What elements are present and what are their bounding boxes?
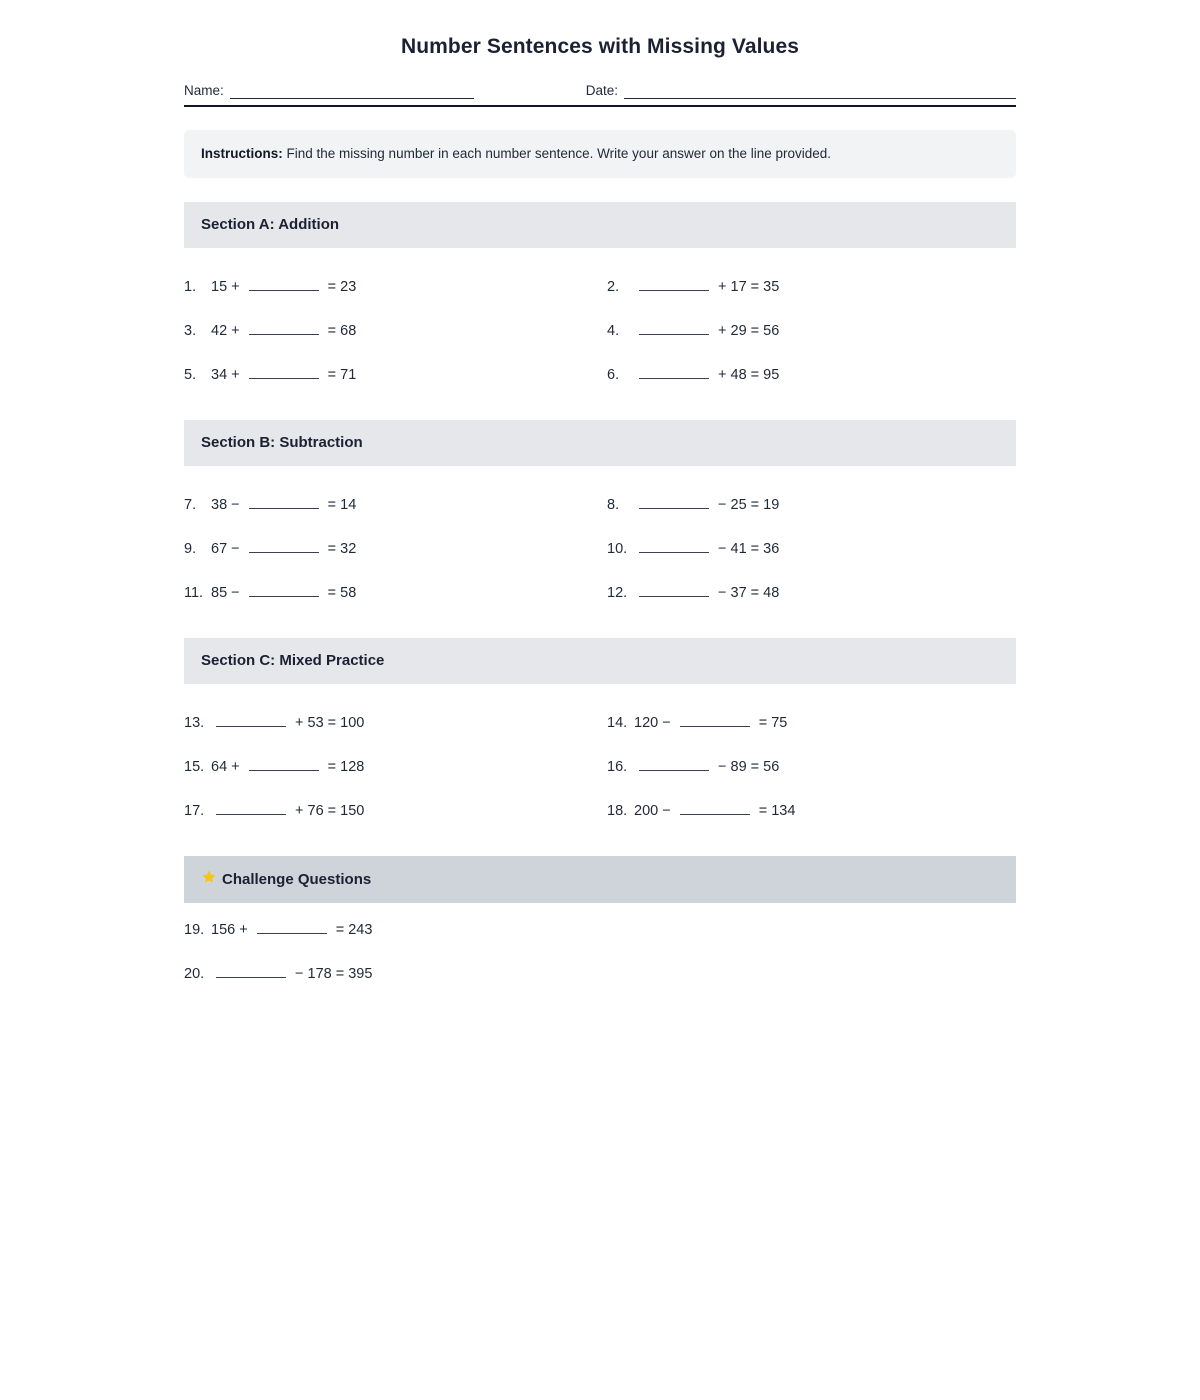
problem-item xyxy=(607,494,1030,515)
problem-expression xyxy=(634,800,795,821)
problem-number: 20. xyxy=(184,966,205,982)
answer-blank[interactable] xyxy=(639,494,709,509)
name-label: Name: xyxy=(184,83,224,98)
problem-expression xyxy=(211,538,356,559)
problem-expression xyxy=(211,756,364,777)
section-title: Section A: Addition xyxy=(201,216,340,233)
answer-blank[interactable] xyxy=(249,582,319,597)
problem-list-challenge xyxy=(184,919,1016,1007)
problem-item xyxy=(184,582,607,603)
expression-suffix: = 58 xyxy=(323,584,357,601)
problem-expression xyxy=(211,582,356,603)
problem-expression xyxy=(211,800,364,821)
section-title: Challenge Questions xyxy=(222,871,372,888)
problem-row xyxy=(184,526,1016,570)
problem-number: 7. xyxy=(184,496,197,513)
problem-number: 18. xyxy=(607,802,628,819)
problem-row xyxy=(184,700,1016,744)
expression-suffix: + 48 = 95 xyxy=(714,366,780,383)
expression-prefix: 85 − xyxy=(211,584,244,601)
page-title: Number Sentences with Missing Values xyxy=(400,35,800,58)
problem-expression xyxy=(211,276,356,297)
section-header-section-b xyxy=(184,420,1016,466)
expression-suffix: − 178 = 395 xyxy=(291,966,373,982)
section-header-challenge xyxy=(184,856,1016,903)
problem-number: 1. xyxy=(184,278,197,295)
problem-list-section-b xyxy=(184,482,1016,614)
problem-item xyxy=(184,538,607,559)
problem-number: 15. xyxy=(184,758,205,775)
problem-item xyxy=(184,494,607,515)
problem-expression xyxy=(211,364,356,385)
expression-prefix: 64 + xyxy=(211,758,244,775)
expression-suffix: = 32 xyxy=(323,540,357,557)
name-input-line[interactable] xyxy=(230,84,474,99)
problem-item xyxy=(184,756,607,777)
answer-blank[interactable] xyxy=(216,712,286,727)
problem-expression xyxy=(634,538,779,559)
expression-suffix: − 25 = 19 xyxy=(714,496,780,513)
problem-item xyxy=(607,320,1030,341)
problem-expression xyxy=(634,320,779,341)
problem-item xyxy=(607,582,1030,603)
expression-prefix: 42 + xyxy=(211,322,244,339)
expression-prefix: 156 + xyxy=(211,922,252,938)
expression-suffix: − 89 = 56 xyxy=(714,758,780,775)
answer-blank[interactable] xyxy=(216,800,286,815)
problem-number: 6. xyxy=(607,366,620,383)
section-title: Section C: Mixed Practice xyxy=(201,652,385,669)
expression-prefix: 120 − xyxy=(634,714,675,731)
expression-prefix: 67 − xyxy=(211,540,244,557)
problem-number: 2. xyxy=(607,278,620,295)
problem-item xyxy=(607,538,1030,559)
problem-number: 16. xyxy=(607,758,628,775)
answer-blank[interactable] xyxy=(249,756,319,771)
problem-expression xyxy=(211,712,364,733)
problem-number: 3. xyxy=(184,322,197,339)
header-divider xyxy=(184,105,1016,107)
expression-prefix: 15 + xyxy=(211,278,244,295)
star-icon xyxy=(201,869,217,885)
expression-suffix: = 68 xyxy=(323,322,357,339)
problem-number: 12. xyxy=(607,584,628,601)
problem-expression xyxy=(634,364,779,385)
problem-list-section-a xyxy=(184,264,1016,396)
expression-suffix: + 53 = 100 xyxy=(291,714,365,731)
answer-blank[interactable] xyxy=(249,494,319,509)
section-title: Section B: Subtraction xyxy=(201,434,363,451)
expression-suffix: = 134 xyxy=(754,802,796,819)
problem-item xyxy=(184,800,607,821)
problem-number: 9. xyxy=(184,540,197,557)
date-label: Date: xyxy=(585,83,619,98)
expression-prefix: 38 − xyxy=(211,496,244,513)
answer-blank[interactable] xyxy=(639,538,709,553)
problem-expression xyxy=(211,320,356,341)
problem-number: 10. xyxy=(607,540,628,557)
answer-blank[interactable] xyxy=(249,364,319,379)
instructions-text: Find the missing number in each number sentence. Write your answer on the line provided. xyxy=(282,146,832,161)
expression-suffix: + 76 = 150 xyxy=(291,802,365,819)
answer-blank[interactable] xyxy=(639,276,709,291)
problem-row xyxy=(184,308,1016,352)
problem-item xyxy=(184,364,607,385)
expression-prefix: 200 − xyxy=(634,802,675,819)
problem-number: 17. xyxy=(184,802,205,819)
answer-blank[interactable] xyxy=(680,712,750,727)
answer-blank[interactable] xyxy=(639,364,709,379)
answer-blank[interactable] xyxy=(249,320,319,335)
problem-row xyxy=(184,919,1016,963)
problem-expression xyxy=(634,712,787,733)
problem-row xyxy=(184,744,1016,788)
name-date-row xyxy=(184,83,1016,99)
expression-suffix: = 243 xyxy=(331,922,373,938)
problem-expression xyxy=(634,582,779,603)
expression-suffix: + 17 = 35 xyxy=(714,278,780,295)
problem-item xyxy=(607,364,1030,385)
problem-expression xyxy=(634,756,779,777)
worksheet-content xyxy=(184,0,1016,1007)
problem-expression xyxy=(634,494,779,515)
problem-row xyxy=(184,482,1016,526)
expression-suffix: + 29 = 56 xyxy=(714,322,780,339)
answer-blank[interactable] xyxy=(249,276,319,291)
date-input-line[interactable] xyxy=(624,84,1016,99)
answer-blank[interactable] xyxy=(249,538,319,553)
problem-number: 19. xyxy=(184,922,205,938)
problem-row xyxy=(184,570,1016,614)
name-field-group xyxy=(184,83,474,99)
problem-expression xyxy=(211,494,356,515)
problem-item xyxy=(184,276,607,297)
expression-suffix: = 75 xyxy=(754,714,788,731)
problem-number: 13. xyxy=(184,714,205,731)
expression-suffix: = 23 xyxy=(323,278,357,295)
answer-blank[interactable] xyxy=(639,320,709,335)
problem-row xyxy=(184,963,1016,1007)
expression-suffix: = 71 xyxy=(323,366,357,383)
date-field-group xyxy=(586,83,1016,99)
problem-number: 8. xyxy=(607,496,620,513)
answer-blank[interactable] xyxy=(639,756,709,771)
problem-row xyxy=(184,788,1016,832)
sections-container xyxy=(184,202,1016,1007)
expression-suffix: − 41 = 36 xyxy=(714,540,780,557)
problem-expression xyxy=(211,919,372,940)
problem-expression xyxy=(211,963,372,984)
problem-item xyxy=(607,712,1030,733)
problem-item xyxy=(184,963,1016,984)
section-header-section-a xyxy=(184,202,1016,248)
problem-expression xyxy=(634,276,779,297)
problem-item xyxy=(607,756,1030,777)
problem-list-section-c xyxy=(184,700,1016,832)
expression-suffix: − 37 = 48 xyxy=(714,584,780,601)
problem-number: 14. xyxy=(607,714,628,731)
problem-item xyxy=(607,800,1030,821)
instructions-banner xyxy=(184,130,1016,178)
answer-blank[interactable] xyxy=(216,963,286,978)
problem-item xyxy=(184,919,1016,940)
problem-item xyxy=(607,276,1030,297)
expression-suffix: = 128 xyxy=(323,758,365,775)
problem-row xyxy=(184,352,1016,396)
answer-blank[interactable] xyxy=(680,800,750,815)
section-header-section-c xyxy=(184,638,1016,684)
problem-number: 5. xyxy=(184,366,197,383)
answer-blank[interactable] xyxy=(257,919,327,934)
instructions-label: Instructions: xyxy=(201,146,283,161)
problem-item xyxy=(184,712,607,733)
problem-item xyxy=(184,320,607,341)
problem-number: 11. xyxy=(184,584,204,601)
expression-suffix: = 14 xyxy=(323,496,357,513)
answer-blank[interactable] xyxy=(639,582,709,597)
expression-prefix: 34 + xyxy=(211,366,244,383)
problem-row xyxy=(184,264,1016,308)
problem-number: 4. xyxy=(607,322,620,339)
